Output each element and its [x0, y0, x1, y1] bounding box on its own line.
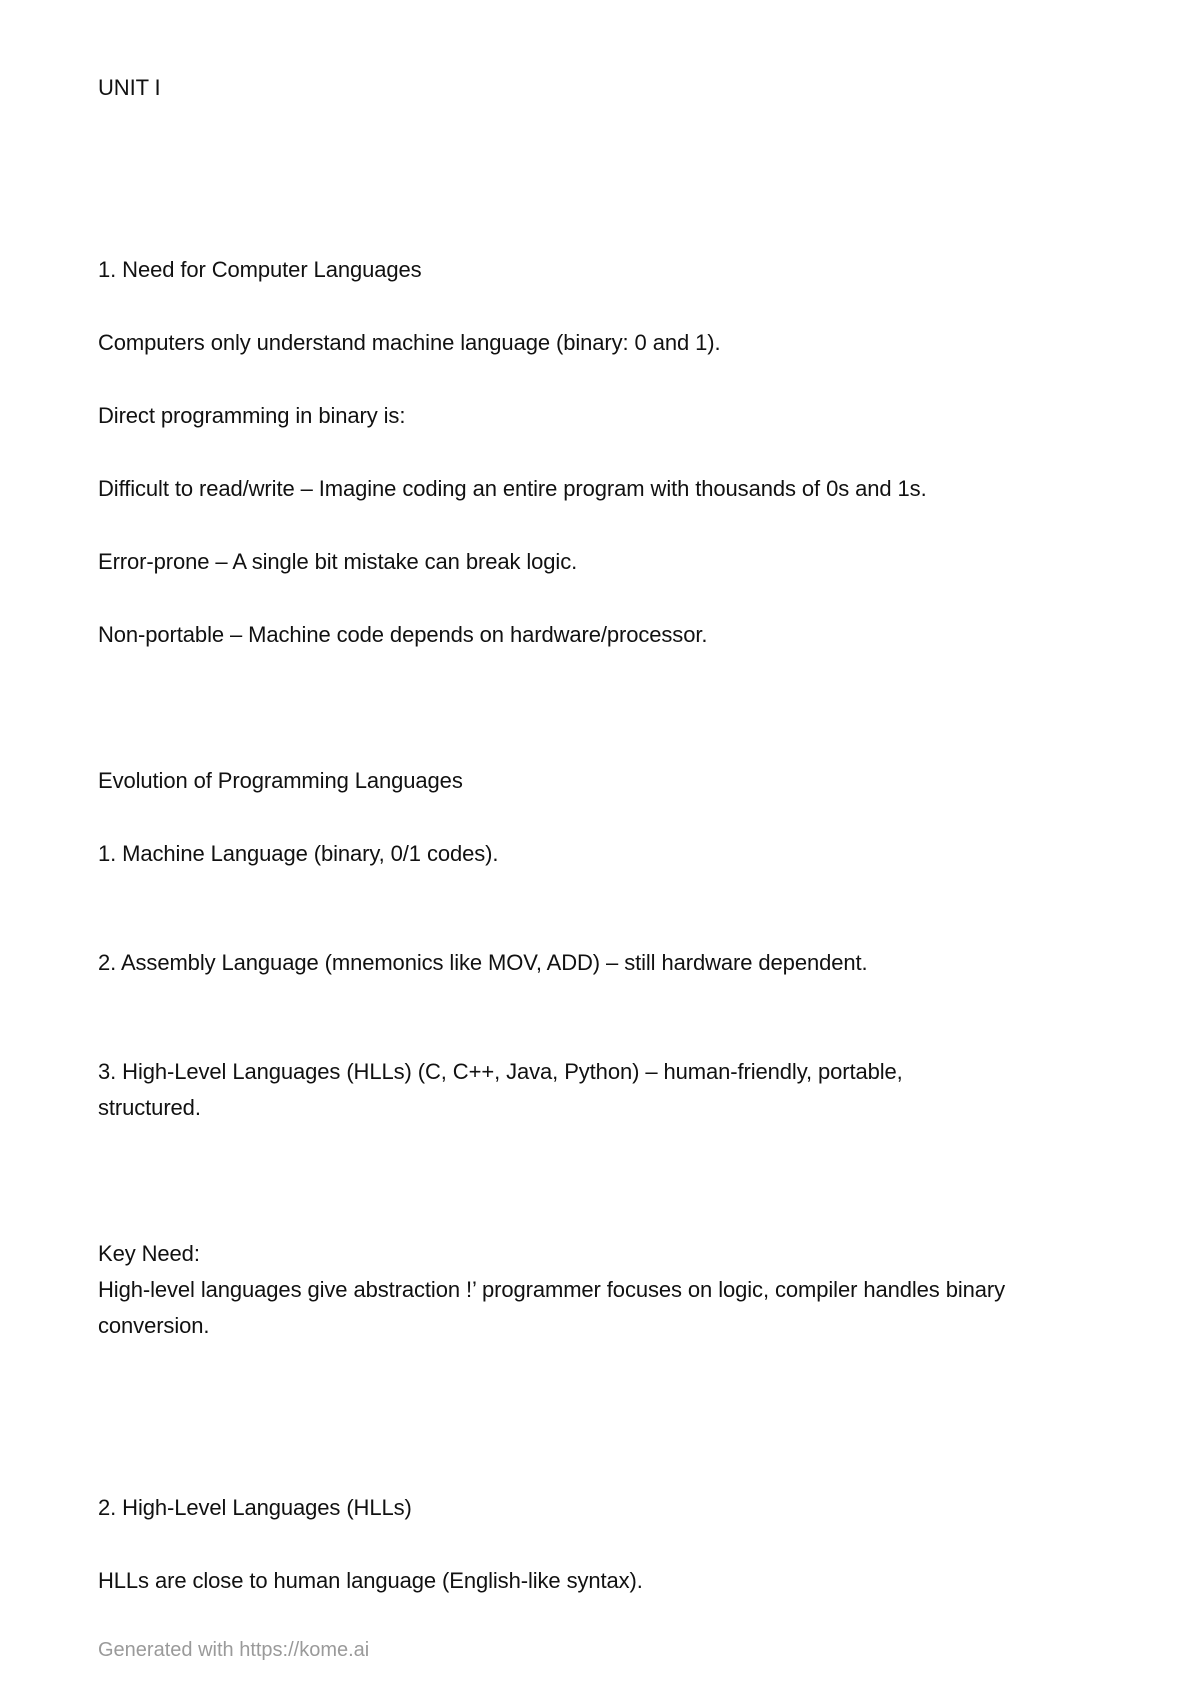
paragraph-machine-language: Computers only understand machine language (binary: 0 and 1).	[98, 330, 721, 355]
point-difficult: Difficult to read/write – Imagine coding an entire program with thousands of 0s and 1s.	[98, 476, 927, 501]
evolution-item-machine-language: 1. Machine Language (binary, 0/1 codes).	[98, 841, 499, 866]
unit-title: UNIT I	[98, 75, 161, 100]
point-error-prone: Error-prone – A single bit mistake can break logic.	[98, 549, 578, 574]
key-need-text-line1: High-level languages give abstraction !’ programmer focuses on logic, compiler handles binary	[98, 1277, 1006, 1302]
point-non-portable: Non-portable – Machine code depends on hardware/processor.	[98, 622, 708, 647]
section-heading-evolution: Evolution of Programming Languages	[98, 768, 463, 793]
section-heading-need-for-languages: 1. Need for Computer Languages	[98, 257, 422, 282]
section-heading-high-level-languages: 2. High-Level Languages (HLLs)	[98, 1495, 412, 1520]
paragraph-hll-human-language: HLLs are close to human language (English-like syntax).	[98, 1568, 643, 1593]
paragraph-direct-programming: Direct programming in binary is:	[98, 403, 406, 428]
key-need-label: Key Need:	[98, 1241, 200, 1266]
evolution-item-high-level-languages-continued: structured.	[98, 1095, 201, 1120]
evolution-item-assembly-language: 2. Assembly Language (mnemonics like MOV, ADD) – still hardware dependent.	[98, 950, 868, 975]
key-need-text-line2: conversion.	[98, 1313, 210, 1338]
generated-with-footer: Generated with https://kome.ai	[98, 1639, 370, 1661]
evolution-item-high-level-languages: 3. High-Level Languages (HLLs) (C, C++, Java, Python) – human-friendly, portable,	[98, 1059, 903, 1084]
